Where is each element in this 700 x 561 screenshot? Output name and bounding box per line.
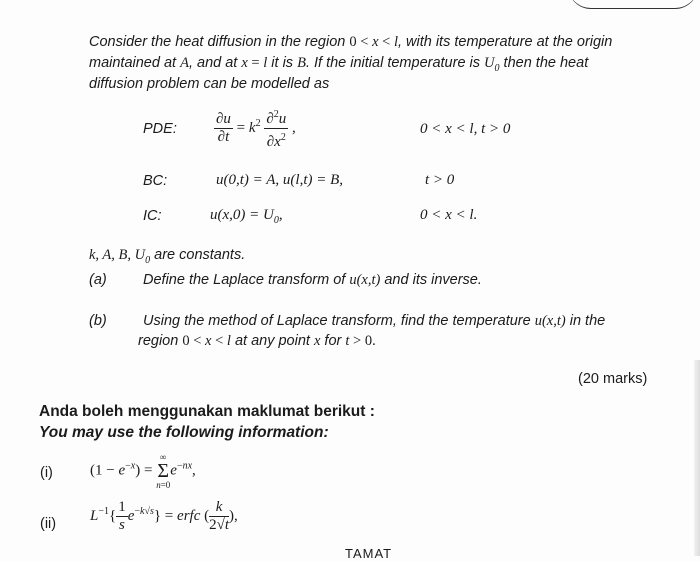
math-t-gt-0: t > 0. [345,333,376,349]
part-b-line-2 [138,333,376,350]
pde-label: PDE: [143,121,177,137]
intro-text: then the heat [499,55,589,71]
math-x-eq-l: x = l [241,55,268,71]
math-U0: $U_0$ [484,55,500,74]
intro-text: maintained at [89,55,181,71]
math-B: B [297,55,306,71]
part-a-text [143,272,482,289]
math-u-xt: u(x,t) [534,313,566,329]
part-a-label: (a) [89,272,107,288]
part-b-text-2: in the [565,313,606,329]
intro-text: it is [267,55,298,71]
constants-text: are constants. [150,247,246,263]
ic-equation-text: u(x,0) = U [210,207,274,223]
part-b-text-4: at any point [230,333,314,349]
math-region: 0 < x < l [349,34,398,50]
intro-line-1 [89,32,612,53]
constants-line [89,247,245,266]
ic-equation: $u(x,0) = U_0$, [210,207,283,226]
formula-ii-label: (ii) [40,516,57,532]
bc-domain: t > 0 [425,172,455,188]
intro-text: Consider the heat diffusion in the region [89,34,350,50]
math-u-xt: u(x,t) [349,272,381,288]
formula-i: $(1 - e^{-x})$ = ∞ Σ n=0 $e^{-nx}$, [90,452,196,490]
formula-i-label: (i) [40,465,53,481]
footer-tamat: TAMAT [345,546,393,561]
info-heading-malay: Anda boleh menggunakan maklumat berikut : [39,403,375,420]
part-b-text-5: for [320,333,346,349]
part-b-text-3: region [138,333,183,349]
math-A: A [180,55,189,71]
part-a-text-2: and its inverse. [380,272,482,288]
part-b-label: (b) [89,313,107,329]
intro-line-3: diffusion problem can be modelled as [89,76,330,92]
bc-equation: u(0,t) = A, u(l,t) = B, [216,172,344,188]
ic-domain: 0 < x < l. [420,207,478,223]
pde-domain: 0 < x < l, t > 0 [420,121,511,137]
bc-label: BC: [143,173,168,189]
ic-label: IC: [143,208,162,224]
part-b-text-1: Using the method of Laplace transform, find the temperature [143,313,535,329]
part-b-line-1 [143,313,605,330]
part-a-text-1: Define the Laplace transform of [143,272,350,288]
info-heading-english: You may use the following information: [39,424,329,441]
math-region: 0 < x < l [182,333,231,349]
intro-text: . If the initial temperature is [305,55,485,71]
intro-text: , and at [188,55,242,71]
marks-label: (20 marks) [578,371,648,387]
page-edge-shadow [694,360,700,556]
math-constants: k, A, B, $U_0$ [89,247,151,266]
math-x: x [313,333,321,349]
intro-text: , with its temperature at the origin [397,34,613,50]
formula-ii: $L^{-1}${ $\frac{1}{s}$ $e^{-k√s}$} = erfc ( $\frac{k}{2√t}$ ), [90,499,238,533]
pde-equation: $\frac{\partial u}{\partial t}$ = $k^2$ $\frac{\partial^2u}{\partial x^2}$ , [214,106,296,151]
top-arc-decoration [568,0,698,9]
